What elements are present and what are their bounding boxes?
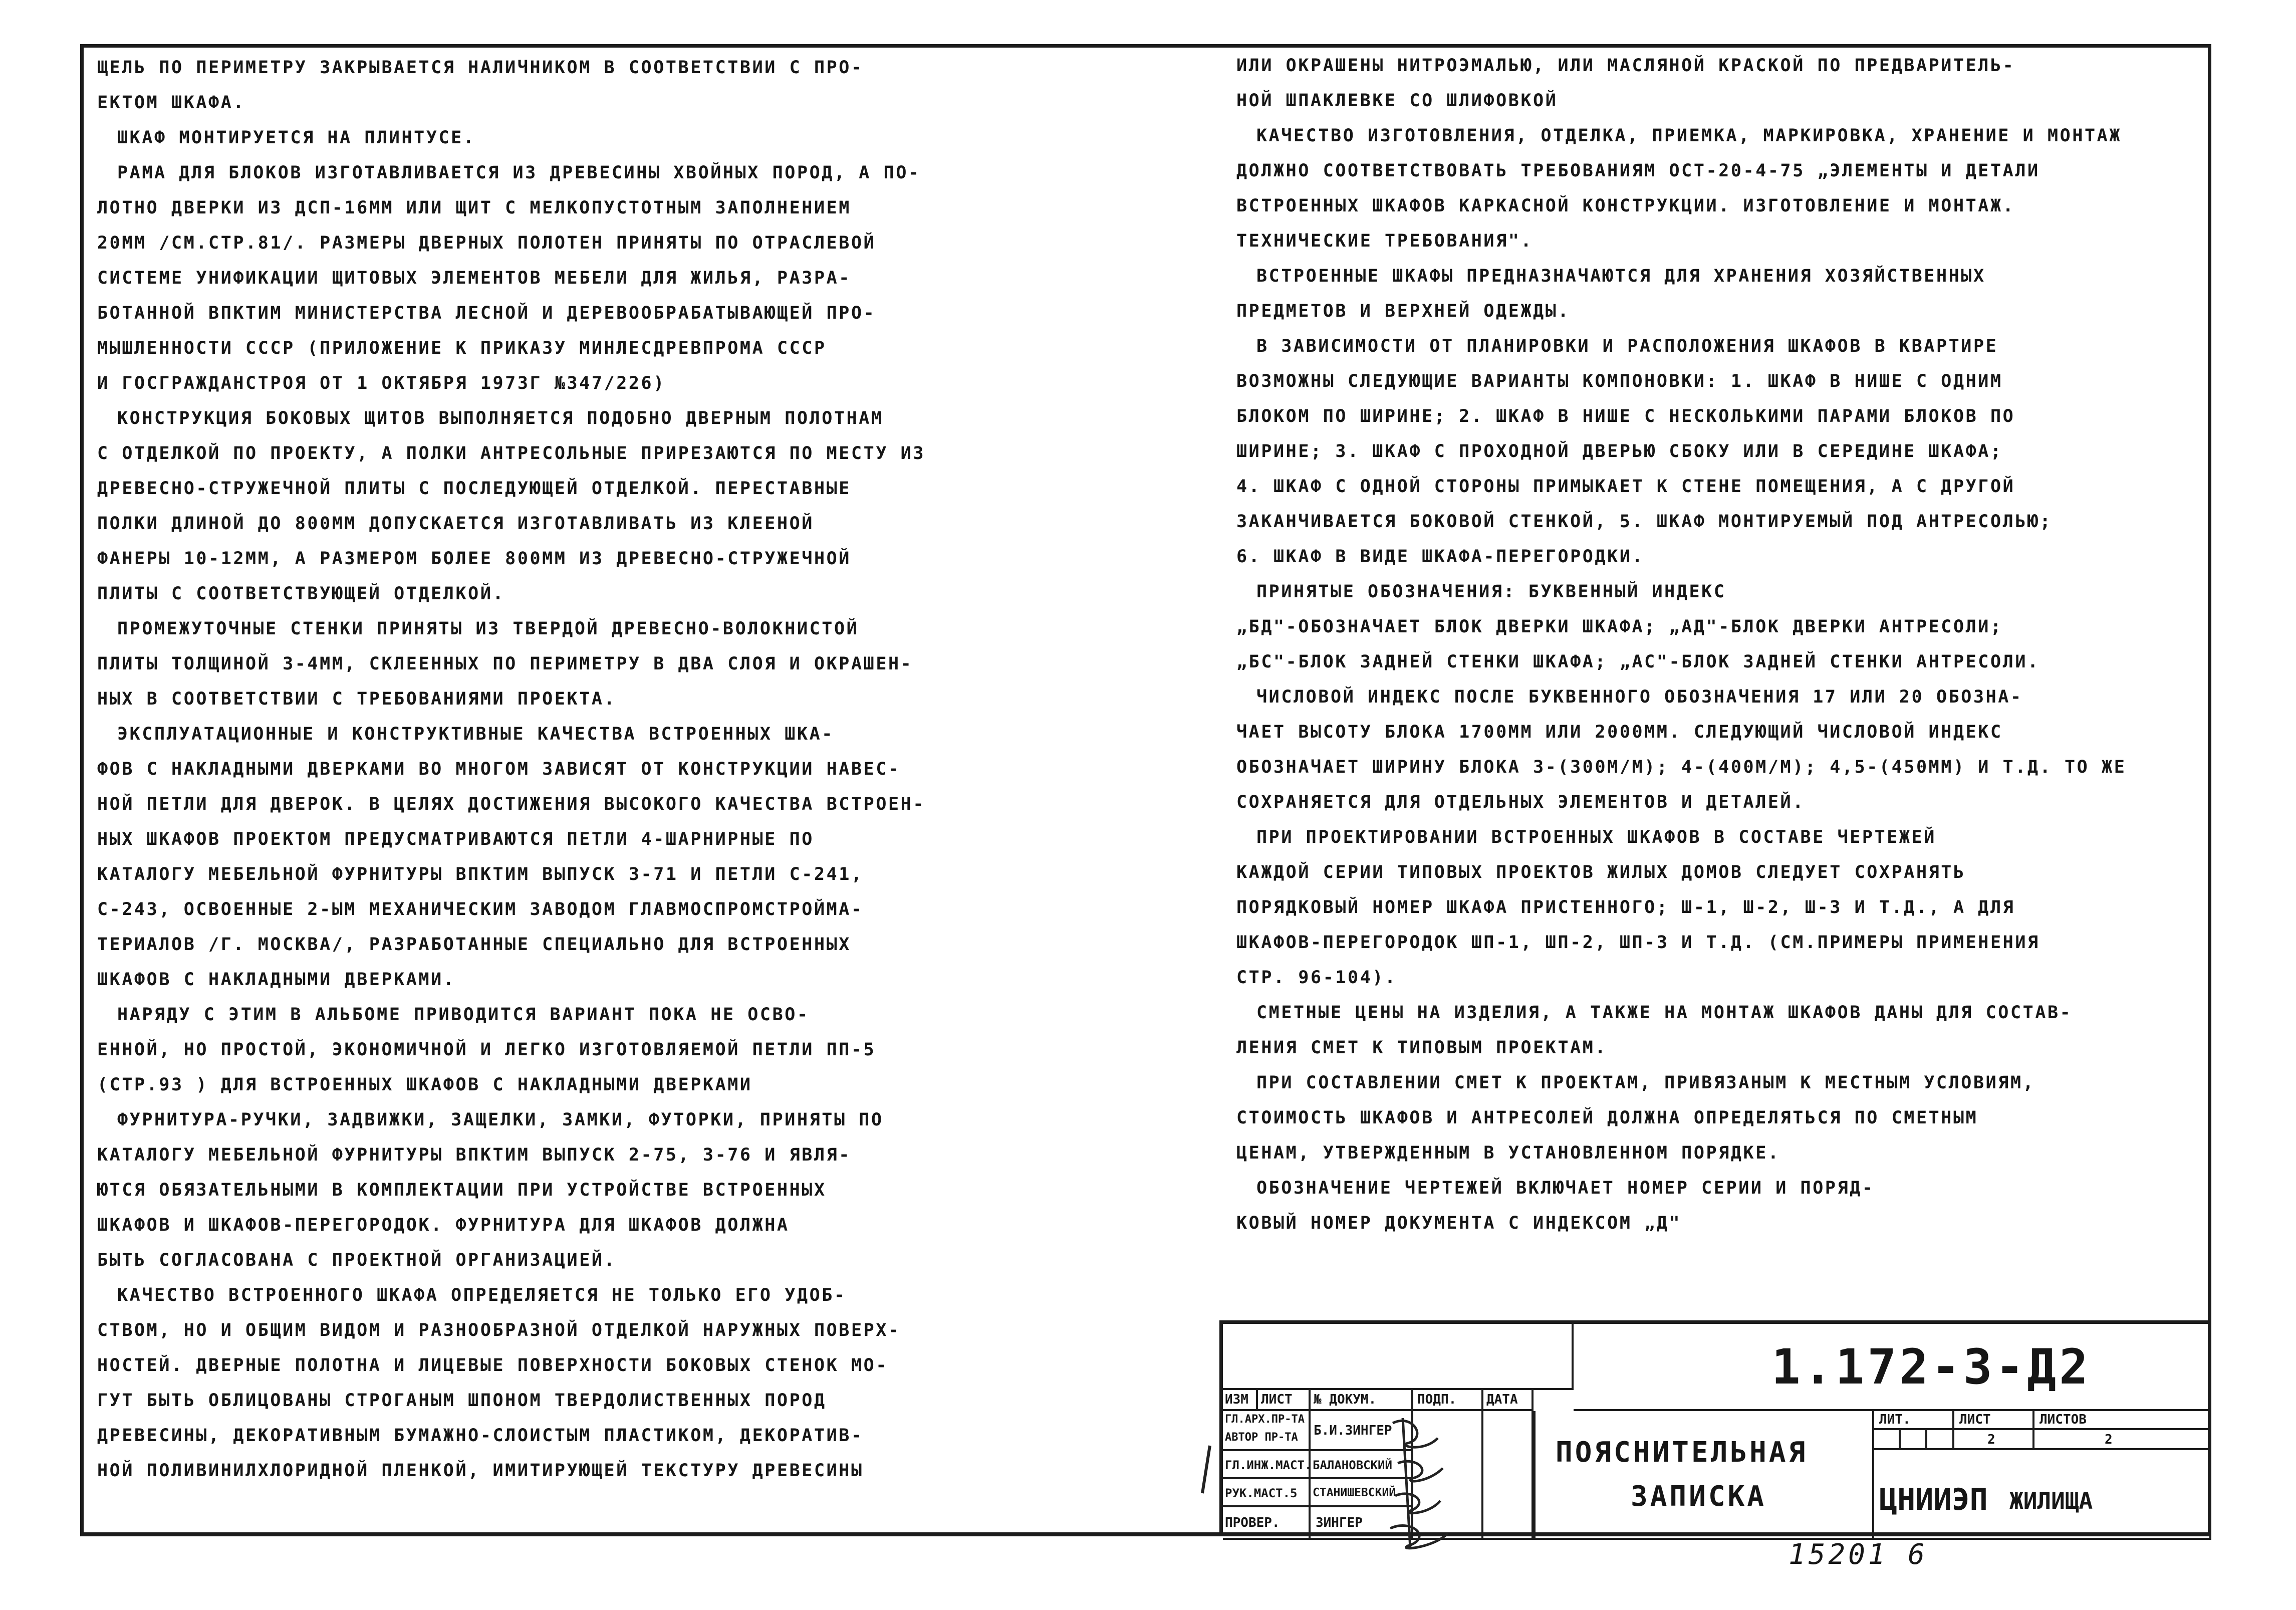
lit-label: ЛИТ. xyxy=(1879,1412,1911,1427)
text-line: ПРИ ПРОЕКТИРОВАНИИ ВСТРОЕННЫХ ШКАФОВ В СОСТАВЕ ЧЕРТЕЖЕЙ xyxy=(1256,827,1936,847)
text-line: ЧАЕТ ВЫСОТУ БЛОКА 1700ММ ИЛИ 2000ММ. СЛЕДУЮЩИЙ ЧИСЛОВОЙ ИНДЕКС xyxy=(1236,722,2003,742)
col-podp-label: ПОДП. xyxy=(1417,1392,1457,1407)
text-line: ОБОЗНАЧАЕТ ШИРИНУ БЛОКА 3-(300М/М); 4-(400М/М); 4,5-(450ММ) И Т.Д. ТО ЖЕ xyxy=(1236,757,2127,777)
cell-role1 xyxy=(1223,1411,1311,1451)
text-line: ФАНЕРЫ 10-12ММ, А РАЗМЕРОМ БОЛЕЕ 800ММ ИЗ ДРЕВЕСНО-СТРУЖЕЧНОЙ xyxy=(97,549,851,569)
text-line: НЫХ В СООТВЕТСТВИИ С ТРЕБОВАНИЯМИ ПРОЕКТА. xyxy=(97,689,617,709)
text-line: ДРЕВЕСНО-СТРУЖЕЧНОЙ ПЛИТЫ С ПОСЛЕДУЮЩЕЙ ОТДЕЛКОЙ. ПЕРЕСТАВНЫЕ xyxy=(97,479,851,499)
name2-label: БАЛАНОВСКИЙ xyxy=(1313,1458,1392,1472)
text-line: ВСТРОЕННЫЕ ШКАФЫ ПРЕДНАЗНАЧАЮТСЯ ДЛЯ ХРАНЕНИЯ ХОЗЯЙСТВЕННЫХ xyxy=(1256,266,1986,286)
text-line: ПОЛКИ ДЛИНОЙ ДО 800ММ ДОПУСКАЕТСЯ ИЗГОТАВЛИВАТЬ ИЗ КЛЕЕНОЙ xyxy=(97,514,814,534)
doc-title-line2: ЗАПИСКА xyxy=(1631,1480,1767,1513)
text-line: НОЙ ШПАКЛЕВКЕ СО ШЛИФОВКОЙ xyxy=(1236,91,1558,111)
name4-label: ЗИНГЕР xyxy=(1316,1515,1363,1530)
archive-number: 15201 6 xyxy=(1789,1538,1928,1571)
text-line: БЫТЬ СОГЛАСОВАНА С ПРОЕКТНОЙ ОРГАНИЗАЦИЕЙ. xyxy=(97,1250,617,1270)
text-line: ФУРНИТУРА-РУЧКИ, ЗАДВИЖКИ, ЗАЩЕЛКИ, ЗАМКИ, ФУТОРКИ, ПРИНЯТЫ ПО xyxy=(117,1110,884,1130)
text-line: РАМА ДЛЯ БЛОКОВ ИЗГОТАВЛИВАЕТСЯ ИЗ ДРЕВЕСИНЫ ХВОЙНЫХ ПОРОД, А ПО- xyxy=(117,163,921,183)
text-line: КАТАЛОГУ МЕБЕЛЬНОЙ ФУРНИТУРЫ ВПКТИМ ВЫПУСК 2-75, 3-76 И ЯВЛЯ- xyxy=(97,1145,851,1165)
text-line: МЫШЛЕННОСТИ СССР (ПРИЛОЖЕНИЕ К ПРИКАЗУ МИНЛЕСДРЕВПРОМА СССР xyxy=(97,338,827,358)
cell-doc-title xyxy=(1534,1411,1874,1540)
right-text-column xyxy=(1236,48,2218,1241)
text-line: ДОЛЖНО СООТВЕТСТВОВАТЬ ТРЕБОВАНИЯМ ОСТ-20-4-75 „ЭЛЕМЕНТЫ И ДЕТАЛИ xyxy=(1236,161,2040,181)
text-line: КОНСТРУКЦИЯ БОКОВЫХ ЩИТОВ ВЫПОЛНЯЕТСЯ ПОДОБНО ДВЕРНЫМ ПОЛОТНАМ xyxy=(117,408,884,428)
text-line: НОСТЕЙ. ДВЕРНЫЕ ПОЛОТНА И ЛИЦЕВЫЕ ПОВЕРХНОСТИ БОКОВЫХ СТЕНОК МО- xyxy=(97,1355,888,1375)
text-line: КАЖДОЙ СЕРИИ ТИПОВЫХ ПРОЕКТОВ ЖИЛЫХ ДОМОВ СЛЕДУЕТ СОХРАНЯТЬ xyxy=(1236,862,1966,882)
text-line: ЕННОЙ, НО ПРОСТОЙ, ЭКОНОМИЧНОЙ И ЛЕГКО ИЗГОТОВЛЯЕМОЙ ПЕТЛИ ПП-5 xyxy=(97,1040,876,1060)
col-list-label: ЛИСТ xyxy=(1261,1392,1293,1407)
text-line: ДРЕВЕСИНЫ, ДЕКОРАТИВНЫМ БУМАЖНО-СЛОИСТЫМ ПЛАСТИКОМ, ДЕКОРАТИВ- xyxy=(97,1426,864,1446)
text-line: СТОИМОСТЬ ШКАФОВ И АНТРЕСОЛЕЙ ДОЛЖНА ОПРЕДЕЛЯТЬСЯ ПО СМЕТНЫМ xyxy=(1236,1108,1978,1128)
text-line: ПРИНЯТЫЕ ОБОЗНАЧЕНИЯ: БУКВЕННЫЙ ИНДЕКС xyxy=(1256,582,1726,602)
text-line: НОЙ ПОЛИВИНИЛХЛОРИДНОЙ ПЛЕНКОЙ, ИМИТИРУЮЩЕЙ ТЕКСТУРУ ДРЕВЕСИНЫ xyxy=(97,1461,864,1481)
role3-label: РУК.МАСТ.5 xyxy=(1225,1486,1298,1500)
text-line: БОТАННОЙ ВПКТИМ МИНИСТЕРСТВА ЛЕСНОЙ И ДЕРЕВООБРАБАТЫВАЮЩЕЙ ПРО- xyxy=(97,303,876,323)
text-line: ПЛИТЫ С СООТВЕТСТВУЮЩЕЙ ОТДЕЛКОЙ. xyxy=(97,584,505,604)
cell-organization xyxy=(1874,1450,2211,1540)
cell-data xyxy=(1483,1390,1534,1411)
col-data-label: ДАТА xyxy=(1486,1392,1518,1407)
title-block-empty-rows xyxy=(1223,1324,1574,1390)
text-line: „БС"-БЛОК ЗАДНЕЙ СТЕНКИ ШКАФА; „АС"-БЛОК ЗАДНЕЙ СТЕНКИ АНТРЕСОЛИ. xyxy=(1236,652,2040,672)
cell-dates xyxy=(1483,1411,1534,1540)
sheets-label: ЛИСТОВ xyxy=(2039,1412,2087,1427)
text-line: ПРЕДМЕТОВ И ВЕРХНЕЙ ОДЕЖДЫ. xyxy=(1236,301,1571,321)
text-line: СТВОМ, НО И ОБЩИМ ВИДОМ И РАЗНООБРАЗНОЙ ОТДЕЛКОЙ НАРУЖНЫХ ПОВЕРХ- xyxy=(97,1320,901,1340)
sheets-value: 2 xyxy=(2105,1432,2113,1447)
cell-doc-code xyxy=(1574,1324,2211,1411)
name3-label: СТАНИШЕВСКИЙ xyxy=(1313,1486,1396,1499)
role4-label: ПРОВЕР. xyxy=(1225,1515,1280,1530)
text-line: ТЕХНИЧЕСКИЕ ТРЕБОВАНИЯ". xyxy=(1236,231,1534,251)
text-line: НАРЯДУ С ЭТИМ В АЛЬБОМЕ ПРИВОДИТСЯ ВАРИАНТ ПОКА НЕ ОСВО- xyxy=(117,1005,810,1025)
text-line: ЗАКАНЧИВАЕТСЯ БОКОВОЙ СТЕНКОЙ, 5. ШКАФ МОНТИРУЕМЫЙ ПОД АНТРЕСОЛЬЮ; xyxy=(1236,512,2053,532)
cell-role2 xyxy=(1223,1451,1311,1479)
text-line: И ГОСГРАЖДАНСТРОЯ ОТ 1 ОКТЯБРЯ 1973Г №347/226) xyxy=(97,373,666,393)
text-line: С-243, ОСВОЕННЫЕ 2-ЫМ МЕХАНИЧЕСКИМ ЗАВОДОМ ГЛАВМОСПРОМСТРОЙМА- xyxy=(97,899,864,919)
text-line: ПОРЯДКОВЫЙ НОМЕР ШКАФА ПРИСТЕННОГО; Ш-1, Ш-2, Ш-3 И Т.Д., А ДЛЯ xyxy=(1236,897,2015,917)
text-line: ПЛИТЫ ТОЛЩИНОЙ 3-4ММ, СКЛЕЕННЫХ ПО ПЕРИМЕТРУ В ДВА СЛОЯ И ОКРАШЕН- xyxy=(97,654,913,674)
cell-sheet-value xyxy=(1954,1430,2034,1450)
text-line: КАЧЕСТВО ВСТРОЕННОГО ШКАФА ОПРЕДЕЛЯЕТСЯ НЕ ТОЛЬКО ЕГО УДОБ- xyxy=(117,1285,847,1305)
text-line: БЛОКОМ ПО ШИРИНЕ; 2. ШКАФ В НИШЕ С НЕСКОЛЬКИМИ ПАРАМИ БЛОКОВ ПО xyxy=(1236,406,2015,426)
document-code: 1.172-3-Д2 xyxy=(1771,1339,2091,1395)
text-line: СТР. 96-104). xyxy=(1236,968,1397,988)
text-line: ЕКТОМ ШКАФА. xyxy=(97,93,246,113)
role2-label: ГЛ.ИНЖ.МАСТ. xyxy=(1225,1458,1312,1472)
text-line: 20ММ /СМ.СТР.81/. РАЗМЕРЫ ДВЕРНЫХ ПОЛОТЕН ПРИНЯТЫ ПО ОТРАСЛЕВОЙ xyxy=(97,233,876,253)
text-line: КАТАЛОГУ МЕБЕЛЬНОЙ ФУРНИТУРЫ ВПКТИМ ВЫПУСК 3-71 И ПЕТЛИ С-241, xyxy=(97,864,864,884)
text-line: С ОТДЕЛКОЙ ПО ПРОЕКТУ, А ПОЛКИ АНТРЕСОЛЬНЫЕ ПРИРЕЗАЮТСЯ ПО МЕСТУ ИЗ xyxy=(97,443,926,464)
cell-lit-2 xyxy=(1901,1430,1927,1450)
col-izm-label: ИЗМ xyxy=(1225,1392,1248,1407)
text-line: КАЧЕСТВО ИЗГОТОВЛЕНИЯ, ОТДЕЛКА, ПРИЕМКА, МАРКИРОВКА, ХРАНЕНИЕ И МОНТАЖ xyxy=(1256,126,2122,146)
cell-role3 xyxy=(1223,1479,1311,1507)
text-line: ЮТСЯ ОБЯЗАТЕЛЬНЫМИ В КОМПЛЕКТАЦИИ ПРИ УСТРОЙСТВЕ ВСТРОЕННЫХ xyxy=(97,1180,827,1200)
name1-label: Б.И.ЗИНГЕР xyxy=(1314,1423,1392,1438)
text-line: ПРИ СОСТАВЛЕНИИ СМЕТ К ПРОЕКТАМ, ПРИВЯЗАНЫМ К МЕСТНЫМ УСЛОВИЯМ, xyxy=(1256,1073,2035,1093)
cell-list xyxy=(1258,1390,1311,1411)
cell-sheets-value xyxy=(2034,1430,2211,1450)
text-line: ИЛИ ОКРАШЕНЫ НИТРОЭМАЛЬЮ, ИЛИ МАСЛЯНОЙ КРАСКОЙ ПО ПРЕДВАРИТЕЛЬ- xyxy=(1236,56,2015,76)
text-line: КОВЫЙ НОМЕР ДОКУМЕНТА С ИНДЕКСОМ „Д" xyxy=(1236,1213,1682,1233)
text-line: ШКАФ МОНТИРУЕТСЯ НА ПЛИНТУСЕ. xyxy=(117,128,476,148)
title-block xyxy=(1219,1320,2211,1536)
text-line: ВСТРОЕННЫХ ШКАФОВ КАРКАСНОЙ КОНСТРУКЦИИ. ИЗГОТОВЛЕНИЕ И МОНТАЖ. xyxy=(1236,196,2015,216)
org-part2: ЖИЛИЩА xyxy=(2009,1487,2093,1514)
text-line: ЭКСПЛУАТАЦИОННЫЕ И КОНСТРУКТИВНЫЕ КАЧЕСТВА ВСТРОЕННЫХ ШКА- xyxy=(117,724,834,744)
text-line: ШКАФОВ И ШКАФОВ-ПЕРЕГОРОДОК. ФУРНИТУРА ДЛЯ ШКАФОВ ДОЛЖНА xyxy=(97,1215,790,1235)
text-line: СОХРАНЯЕТСЯ ДЛЯ ОТДЕЛЬНЫХ ЭЛЕМЕНТОВ И ДЕТАЛЕЙ. xyxy=(1236,792,1805,812)
text-line: СМЕТНЫЕ ЦЕНЫ НА ИЗДЕЛИЯ, А ТАКЖЕ НА МОНТАЖ ШКАФОВ ДАНЫ ДЛЯ СОСТАВ- xyxy=(1256,1003,2073,1023)
text-line: СИСТЕМЕ УНИФИКАЦИИ ЩИТОВЫХ ЭЛЕМЕНТОВ МЕБЕЛИ ДЛЯ ЖИЛЬЯ, РАЗРА- xyxy=(97,268,851,288)
doc-title-line1: ПОЯСНИТЕЛЬНАЯ xyxy=(1556,1436,1808,1469)
sheet-label: ЛИСТ xyxy=(1959,1412,1991,1427)
sheet-value: 2 xyxy=(1987,1432,1995,1447)
cell-lit-1 xyxy=(1874,1430,1901,1450)
text-line: ОБОЗНАЧЕНИЕ ЧЕРТЕЖЕЙ ВКЛЮЧАЕТ НОМЕР СЕРИИ И ПОРЯД- xyxy=(1256,1178,1875,1198)
text-line: ЛЕНИЯ СМЕТ К ТИПОВЫМ ПРОЕКТАМ. xyxy=(1236,1038,1608,1058)
left-text-column xyxy=(97,50,1139,1488)
text-line: 4. ШКАФ С ОДНОЙ СТОРОНЫ ПРИМЫКАЕТ К СТЕНЕ ПОМЕЩЕНИЯ, А С ДРУГОЙ xyxy=(1236,477,2015,497)
cell-izm xyxy=(1223,1390,1258,1411)
text-line: ШКАФОВ С НАКЛАДНЫМИ ДВЕРКАМИ. xyxy=(97,970,456,990)
text-line: ШИРИНЕ; 3. ШКАФ С ПРОХОДНОЙ ДВЕРЬЮ СБОКУ ИЛИ В СЕРЕДИНЕ ШКАФА; xyxy=(1236,441,2003,462)
text-line: НОЙ ПЕТЛИ ДЛЯ ДВЕРОК. В ЦЕЛЯХ ДОСТИЖЕНИЯ ВЫСОКОГО КАЧЕСТВА ВСТРОЕН- xyxy=(97,794,926,814)
text-line: ШКАФОВ-ПЕРЕГОРОДОК ШП-1, ШП-2, ШП-3 И Т.Д. (СМ.ПРИМЕРЫ ПРИМЕНЕНИЯ xyxy=(1236,933,2040,953)
role1a-label: ГЛ.АРХ.ПР-ТА xyxy=(1225,1413,1305,1426)
text-line: 6. ШКАФ В ВИДЕ ШКАФА-ПЕРЕГОРОДКИ. xyxy=(1236,547,1645,567)
cell-lit-3 xyxy=(1927,1430,1954,1450)
role1b-label: АВТОР ПР-ТА xyxy=(1225,1431,1298,1444)
cell-sheet-label xyxy=(1954,1411,2034,1430)
text-line: (СТР.93 ) ДЛЯ ВСТРОЕННЫХ ШКАФОВ С НАКЛАДНЫМИ ДВЕРКАМИ xyxy=(97,1075,752,1095)
text-line: ЛОТНО ДВЕРКИ ИЗ ДСП-16ММ ИЛИ ЩИТ С МЕЛКОПУСТОТНЫМ ЗАПОЛНЕНИЕМ xyxy=(97,198,851,218)
text-line: ПРОМЕЖУТОЧНЫЕ СТЕНКИ ПРИНЯТЫ ИЗ ТВЕРДОЙ ДРЕВЕСНО-ВОЛОКНИСТОЙ xyxy=(117,619,859,639)
text-line: НЫХ ШКАФОВ ПРОЕКТОМ ПРЕДУСМАТРИВАЮТСЯ ПЕТЛИ 4-ШАРНИРНЫЕ ПО xyxy=(97,829,814,849)
text-line: ЩЕЛЬ ПО ПЕРИМЕТРУ ЗАКРЫВАЕТСЯ НАЛИЧНИКОМ В СООТВЕТСТВИИ С ПРО- xyxy=(97,58,864,78)
margin-mark xyxy=(1197,1443,1217,1498)
cell-role4 xyxy=(1223,1507,1311,1540)
text-line: ВОЗМОЖНЫ СЛЕДУЮЩИЕ ВАРИАНТЫ КОМПОНОВКИ: 1. ШКАФ В НИШЕ С ОДНИМ xyxy=(1236,371,2003,391)
text-line: ЧИСЛОВОЙ ИНДЕКС ПОСЛЕ БУКВЕННОГО ОБОЗНАЧЕНИЯ 17 ИЛИ 20 ОБОЗНА- xyxy=(1256,687,2023,707)
text-line: ФОВ С НАКЛАДНЫМИ ДВЕРКАМИ ВО МНОГОМ ЗАВИСЯТ ОТ КОНСТРУКЦИИ НАВЕС- xyxy=(97,759,901,779)
text-line: „БД"-ОБОЗНАЧАЕТ БЛОК ДВЕРКИ ШКАФА; „АД"-БЛОК ДВЕРКИ АНТРЕСОЛИ; xyxy=(1236,617,2003,637)
org-part1: ЦНИИЭП xyxy=(1879,1482,1988,1517)
cell-sheets-label xyxy=(2034,1411,2211,1430)
cell-lit-label xyxy=(1874,1411,1954,1430)
signatures-scribble xyxy=(1383,1408,1483,1553)
text-line: ГУТ БЫТЬ ОБЛИЦОВАНЫ СТРОГАНЫМ ШПОНОМ ТВЕРДОЛИСТВЕННЫХ ПОРОД xyxy=(97,1391,827,1411)
col-ndokum-label: № ДОКУМ. xyxy=(1314,1392,1377,1407)
text-line: ТЕРИАЛОВ /Г. МОСКВА/, РАЗРАБОТАННЫЕ СПЕЦИАЛЬНО ДЛЯ ВСТРОЕННЫХ xyxy=(97,935,851,955)
text-line: ЦЕНАМ, УТВЕРЖДЕННЫМ В УСТАНОВЛЕННОМ ПОРЯДКЕ. xyxy=(1236,1143,1780,1163)
text-line: В ЗАВИСИМОСТИ ОТ ПЛАНИРОВКИ И РАСПОЛОЖЕНИЯ ШКАФОВ В КВАРТИРЕ xyxy=(1256,336,1998,356)
